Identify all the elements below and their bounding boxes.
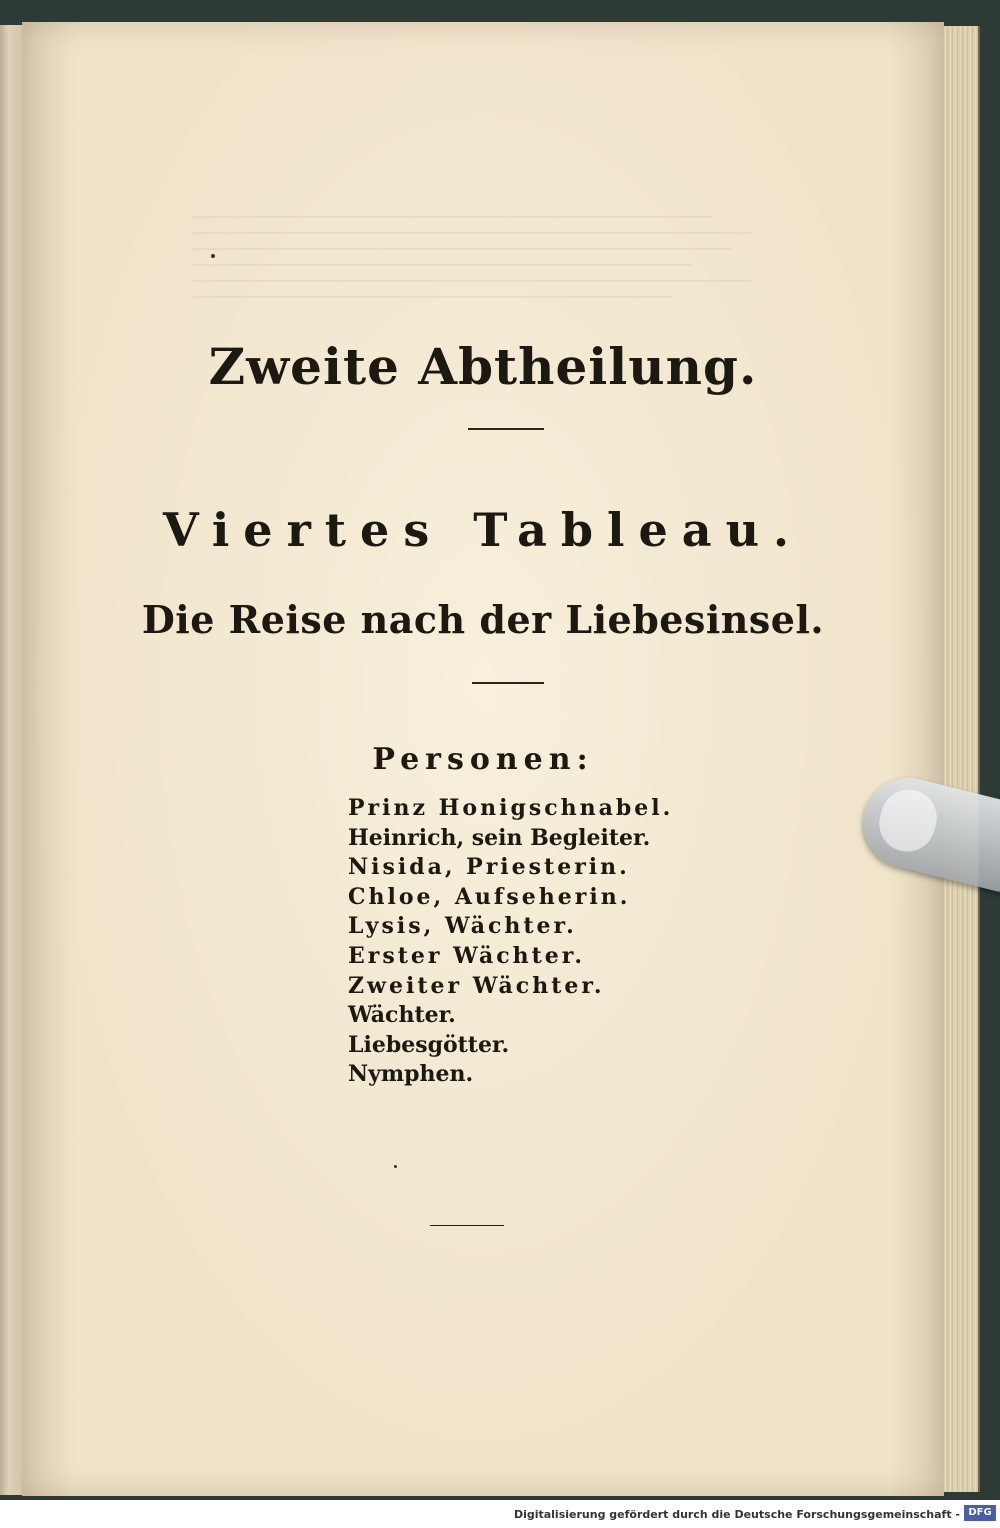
cast-item: Lysis, Wächter. <box>348 913 577 940</box>
cast-item: Zweiter Wächter. <box>348 972 605 999</box>
tableau-heading: Viertes Tableau. <box>162 503 804 557</box>
page-content <box>22 22 944 1496</box>
cast-item: Nisida, Priesterin. <box>348 854 630 881</box>
scene-title: Die Reise nach der Liebesinsel. <box>141 597 825 642</box>
cast-item: Liebesgötter. <box>348 1031 510 1058</box>
ink-speck <box>211 254 215 258</box>
cast-item: Erster Wächter. <box>348 942 585 969</box>
section-heading: Zweite Abtheilung. <box>208 337 758 396</box>
cast-item: Wächter. <box>348 1002 456 1029</box>
book-page <box>22 22 944 1496</box>
cast-list <box>348 794 673 1090</box>
cast-item: Prinz Honigschnabel. <box>348 795 674 821</box>
divider-rule <box>468 428 544 430</box>
ink-speck <box>394 1165 397 1168</box>
personen-heading: Personen: <box>372 742 594 777</box>
page-stack-edge <box>944 26 980 1492</box>
left-page-edge <box>0 25 23 1495</box>
footer-credit: Digitalisierung gefördert durch die Deutsche Forschungsgemeinschaft - <box>513 1508 960 1521</box>
cast-item: Heinrich, sein Begleiter. <box>348 824 651 851</box>
divider-rule <box>430 1225 504 1226</box>
dfg-logo: DFG <box>964 1505 996 1521</box>
cast-item: Nymphen. <box>348 1061 474 1088</box>
cast-item: Chloe, Aufseherin. <box>348 883 631 910</box>
divider-rule <box>472 682 544 684</box>
